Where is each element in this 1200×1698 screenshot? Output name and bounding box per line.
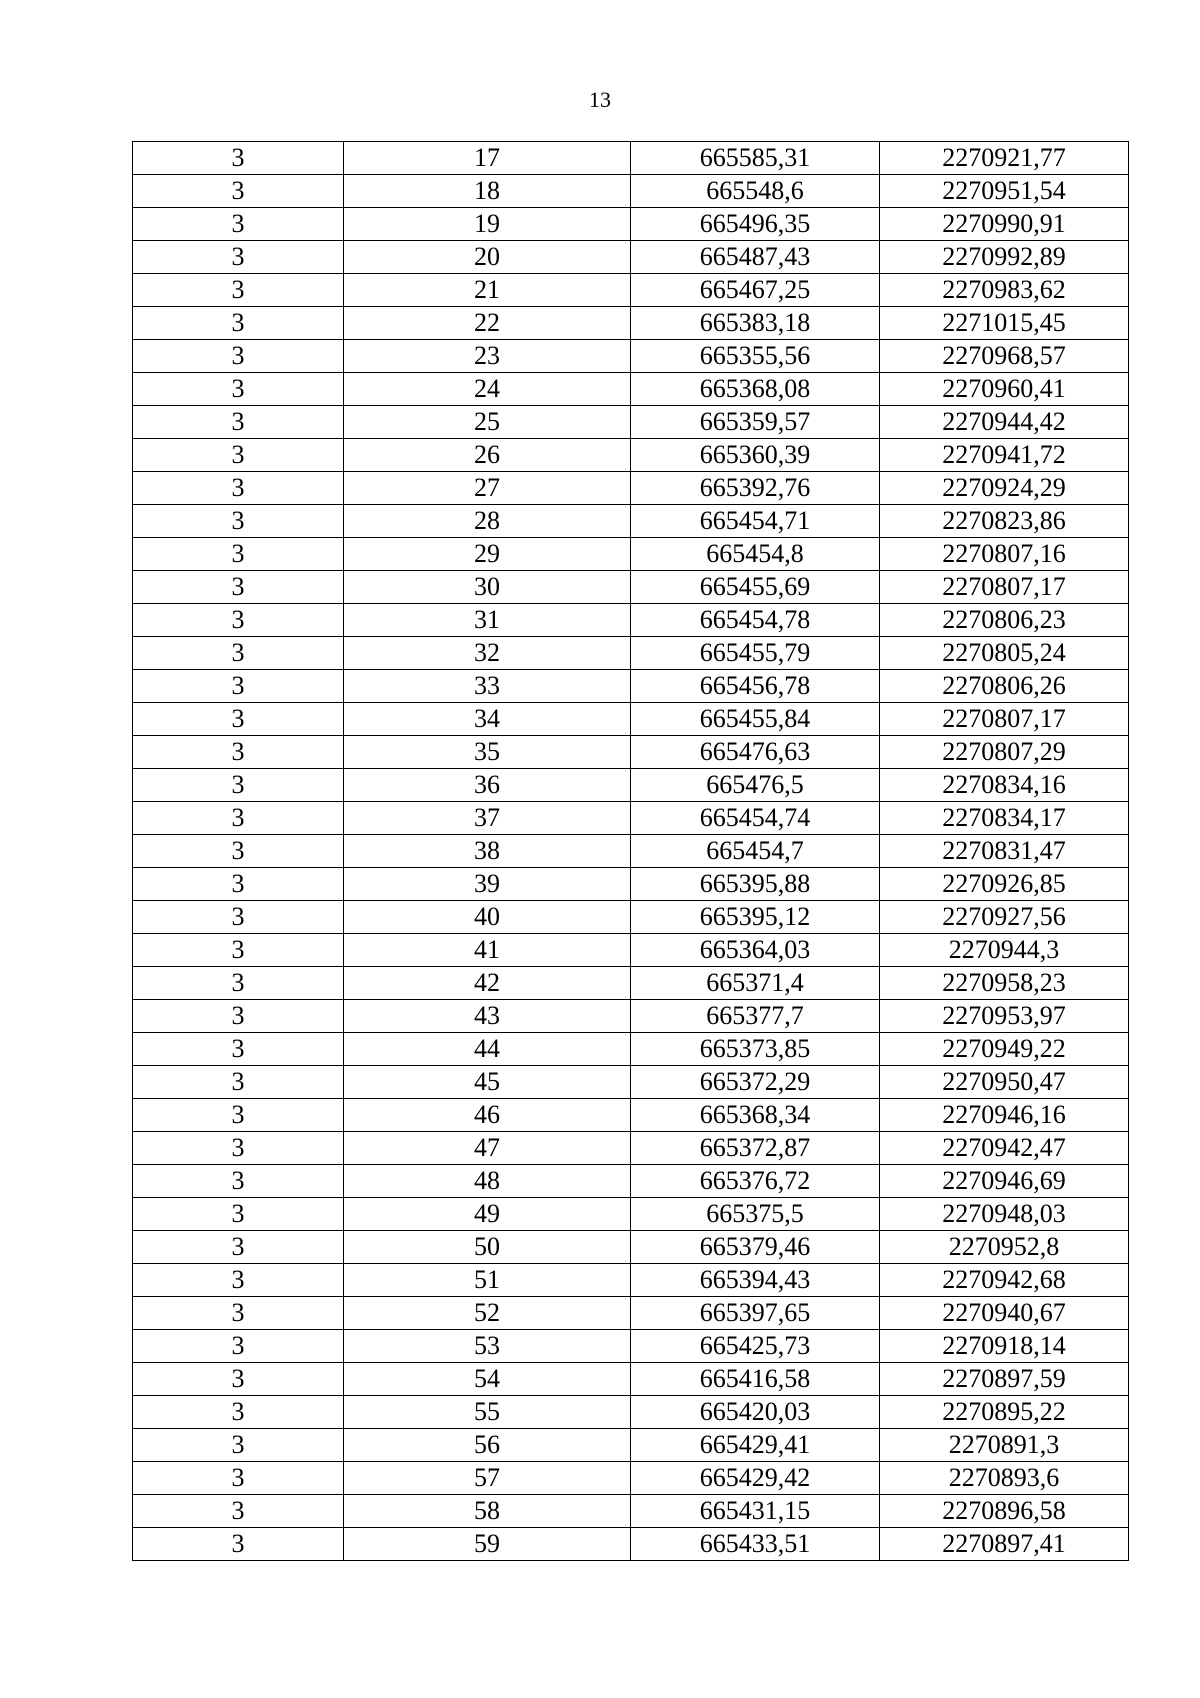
table-row	[133, 1363, 1129, 1396]
table-row	[133, 769, 1129, 802]
contour-number-cell: 3	[133, 1132, 344, 1165]
x-coordinate-cell: 665383,18	[631, 307, 880, 340]
contour-number-cell: 3	[133, 1000, 344, 1033]
y-coordinate-cell: 2270946,69	[880, 1165, 1129, 1198]
contour-number-cell: 3	[133, 439, 344, 472]
point-number-cell: 44	[344, 1033, 631, 1066]
contour-number-cell: 3	[133, 1396, 344, 1429]
point-number-cell: 21	[344, 274, 631, 307]
y-coordinate-cell: 2270950,47	[880, 1066, 1129, 1099]
contour-number-cell: 3	[133, 538, 344, 571]
contour-number-cell: 3	[133, 637, 344, 670]
table-row	[133, 1528, 1129, 1561]
table-row	[133, 703, 1129, 736]
table-row	[133, 868, 1129, 901]
point-number-cell: 19	[344, 208, 631, 241]
coordinates-table	[132, 141, 1129, 1561]
x-coordinate-cell: 665394,43	[631, 1264, 880, 1297]
x-coordinate-cell: 665392,76	[631, 472, 880, 505]
table-row	[133, 1066, 1129, 1099]
point-number-cell: 20	[344, 241, 631, 274]
y-coordinate-cell: 2270953,97	[880, 1000, 1129, 1033]
x-coordinate-cell: 665373,85	[631, 1033, 880, 1066]
table-row	[133, 1231, 1129, 1264]
contour-number-cell: 3	[133, 1495, 344, 1528]
contour-number-cell: 3	[133, 1462, 344, 1495]
table-row	[133, 1462, 1129, 1495]
point-number-cell: 50	[344, 1231, 631, 1264]
table-row	[133, 901, 1129, 934]
point-number-cell: 45	[344, 1066, 631, 1099]
point-number-cell: 42	[344, 967, 631, 1000]
point-number-cell: 56	[344, 1429, 631, 1462]
y-coordinate-cell: 2270891,3	[880, 1429, 1129, 1462]
x-coordinate-cell: 665454,78	[631, 604, 880, 637]
contour-number-cell: 3	[133, 241, 344, 274]
contour-number-cell: 3	[133, 340, 344, 373]
contour-number-cell: 3	[133, 1198, 344, 1231]
table-row	[133, 670, 1129, 703]
y-coordinate-cell: 2270968,57	[880, 340, 1129, 373]
x-coordinate-cell: 665455,79	[631, 637, 880, 670]
point-number-cell: 57	[344, 1462, 631, 1495]
x-coordinate-cell: 665372,87	[631, 1132, 880, 1165]
y-coordinate-cell: 2270990,91	[880, 208, 1129, 241]
x-coordinate-cell: 665420,03	[631, 1396, 880, 1429]
contour-number-cell: 3	[133, 934, 344, 967]
coordinates-table-body	[133, 142, 1129, 1561]
contour-number-cell: 3	[133, 604, 344, 637]
table-row	[133, 1429, 1129, 1462]
page-number: 13	[589, 87, 611, 112]
y-coordinate-cell: 2270960,41	[880, 373, 1129, 406]
contour-number-cell: 3	[133, 736, 344, 769]
x-coordinate-cell: 665395,12	[631, 901, 880, 934]
table-row	[133, 835, 1129, 868]
y-coordinate-cell: 2270806,26	[880, 670, 1129, 703]
point-number-cell: 46	[344, 1099, 631, 1132]
y-coordinate-cell: 2270897,59	[880, 1363, 1129, 1396]
contour-number-cell: 3	[133, 868, 344, 901]
point-number-cell: 23	[344, 340, 631, 373]
point-number-cell: 58	[344, 1495, 631, 1528]
table-row	[133, 538, 1129, 571]
y-coordinate-cell: 2270921,77	[880, 142, 1129, 175]
point-number-cell: 51	[344, 1264, 631, 1297]
table-row	[133, 1495, 1129, 1528]
table-row	[133, 274, 1129, 307]
table-row	[133, 1297, 1129, 1330]
table-row	[133, 472, 1129, 505]
contour-number-cell: 3	[133, 505, 344, 538]
x-coordinate-cell: 665379,46	[631, 1231, 880, 1264]
point-number-cell: 55	[344, 1396, 631, 1429]
point-number-cell: 17	[344, 142, 631, 175]
point-number-cell: 25	[344, 406, 631, 439]
x-coordinate-cell: 665456,78	[631, 670, 880, 703]
x-coordinate-cell: 665429,42	[631, 1462, 880, 1495]
y-coordinate-cell: 2270949,22	[880, 1033, 1129, 1066]
point-number-cell: 54	[344, 1363, 631, 1396]
point-number-cell: 41	[344, 934, 631, 967]
table-row	[133, 1165, 1129, 1198]
x-coordinate-cell: 665487,43	[631, 241, 880, 274]
contour-number-cell: 3	[133, 1330, 344, 1363]
point-number-cell: 32	[344, 637, 631, 670]
table-row	[133, 439, 1129, 472]
y-coordinate-cell: 2270927,56	[880, 901, 1129, 934]
table-row	[133, 142, 1129, 175]
point-number-cell: 49	[344, 1198, 631, 1231]
x-coordinate-cell: 665371,4	[631, 967, 880, 1000]
table-row	[133, 175, 1129, 208]
y-coordinate-cell: 2270918,14	[880, 1330, 1129, 1363]
x-coordinate-cell: 665355,56	[631, 340, 880, 373]
point-number-cell: 43	[344, 1000, 631, 1033]
contour-number-cell: 3	[133, 802, 344, 835]
contour-number-cell: 3	[133, 769, 344, 802]
y-coordinate-cell: 2270895,22	[880, 1396, 1129, 1429]
y-coordinate-cell: 2270807,16	[880, 538, 1129, 571]
x-coordinate-cell: 665496,35	[631, 208, 880, 241]
contour-number-cell: 3	[133, 1033, 344, 1066]
x-coordinate-cell: 665359,57	[631, 406, 880, 439]
point-number-cell: 35	[344, 736, 631, 769]
y-coordinate-cell: 2270806,23	[880, 604, 1129, 637]
point-number-cell: 37	[344, 802, 631, 835]
point-number-cell: 26	[344, 439, 631, 472]
table-row	[133, 934, 1129, 967]
contour-number-cell: 3	[133, 175, 344, 208]
point-number-cell: 30	[344, 571, 631, 604]
y-coordinate-cell: 2270942,68	[880, 1264, 1129, 1297]
x-coordinate-cell: 665360,39	[631, 439, 880, 472]
contour-number-cell: 3	[133, 1231, 344, 1264]
x-coordinate-cell: 665416,58	[631, 1363, 880, 1396]
y-coordinate-cell: 2270944,42	[880, 406, 1129, 439]
y-coordinate-cell: 2270951,54	[880, 175, 1129, 208]
table-row	[133, 340, 1129, 373]
contour-number-cell: 3	[133, 373, 344, 406]
contour-number-cell: 3	[133, 835, 344, 868]
y-coordinate-cell: 2270924,29	[880, 472, 1129, 505]
table-row	[133, 1330, 1129, 1363]
y-coordinate-cell: 2270896,58	[880, 1495, 1129, 1528]
contour-number-cell: 3	[133, 274, 344, 307]
y-coordinate-cell: 2270992,89	[880, 241, 1129, 274]
point-number-cell: 38	[344, 835, 631, 868]
y-coordinate-cell: 2270893,6	[880, 1462, 1129, 1495]
table-row	[133, 1000, 1129, 1033]
point-number-cell: 28	[344, 505, 631, 538]
table-row	[133, 406, 1129, 439]
x-coordinate-cell: 665476,5	[631, 769, 880, 802]
y-coordinate-cell: 2270807,17	[880, 571, 1129, 604]
table-row	[133, 1132, 1129, 1165]
y-coordinate-cell: 2270805,24	[880, 637, 1129, 670]
x-coordinate-cell: 665454,71	[631, 505, 880, 538]
x-coordinate-cell: 665431,15	[631, 1495, 880, 1528]
contour-number-cell: 3	[133, 967, 344, 1000]
table-row	[133, 637, 1129, 670]
point-number-cell: 39	[344, 868, 631, 901]
point-number-cell: 59	[344, 1528, 631, 1561]
contour-number-cell: 3	[133, 1297, 344, 1330]
point-number-cell: 18	[344, 175, 631, 208]
table-row	[133, 967, 1129, 1000]
table-row	[133, 505, 1129, 538]
contour-number-cell: 3	[133, 472, 344, 505]
x-coordinate-cell: 665429,41	[631, 1429, 880, 1462]
point-number-cell: 47	[344, 1132, 631, 1165]
point-number-cell: 36	[344, 769, 631, 802]
x-coordinate-cell: 665454,8	[631, 538, 880, 571]
contour-number-cell: 3	[133, 1099, 344, 1132]
contour-number-cell: 3	[133, 571, 344, 604]
contour-number-cell: 3	[133, 1528, 344, 1561]
table-row	[133, 208, 1129, 241]
point-number-cell: 31	[344, 604, 631, 637]
contour-number-cell: 3	[133, 406, 344, 439]
y-coordinate-cell: 2270942,47	[880, 1132, 1129, 1165]
y-coordinate-cell: 2271015,45	[880, 307, 1129, 340]
x-coordinate-cell: 665585,31	[631, 142, 880, 175]
table-row	[133, 1198, 1129, 1231]
x-coordinate-cell: 665377,7	[631, 1000, 880, 1033]
contour-number-cell: 3	[133, 1363, 344, 1396]
point-number-cell: 53	[344, 1330, 631, 1363]
x-coordinate-cell: 665454,7	[631, 835, 880, 868]
contour-number-cell: 3	[133, 1165, 344, 1198]
y-coordinate-cell: 2270834,16	[880, 769, 1129, 802]
x-coordinate-cell: 665397,65	[631, 1297, 880, 1330]
x-coordinate-cell: 665476,63	[631, 736, 880, 769]
table-row	[133, 571, 1129, 604]
y-coordinate-cell: 2270946,16	[880, 1099, 1129, 1132]
table-row	[133, 1264, 1129, 1297]
y-coordinate-cell: 2270807,17	[880, 703, 1129, 736]
contour-number-cell: 3	[133, 1429, 344, 1462]
table-row	[133, 241, 1129, 274]
contour-number-cell: 3	[133, 1264, 344, 1297]
table-row	[133, 604, 1129, 637]
x-coordinate-cell: 665455,69	[631, 571, 880, 604]
y-coordinate-cell: 2270940,67	[880, 1297, 1129, 1330]
y-coordinate-cell: 2270948,03	[880, 1198, 1129, 1231]
x-coordinate-cell: 665548,6	[631, 175, 880, 208]
x-coordinate-cell: 665455,84	[631, 703, 880, 736]
y-coordinate-cell: 2270941,72	[880, 439, 1129, 472]
point-number-cell: 27	[344, 472, 631, 505]
x-coordinate-cell: 665368,34	[631, 1099, 880, 1132]
y-coordinate-cell: 2270834,17	[880, 802, 1129, 835]
contour-number-cell: 3	[133, 307, 344, 340]
y-coordinate-cell: 2270952,8	[880, 1231, 1129, 1264]
table-row	[133, 1033, 1129, 1066]
point-number-cell: 48	[344, 1165, 631, 1198]
point-number-cell: 24	[344, 373, 631, 406]
y-coordinate-cell: 2270831,47	[880, 835, 1129, 868]
x-coordinate-cell: 665372,29	[631, 1066, 880, 1099]
x-coordinate-cell: 665433,51	[631, 1528, 880, 1561]
table-row	[133, 373, 1129, 406]
point-number-cell: 33	[344, 670, 631, 703]
y-coordinate-cell: 2270897,41	[880, 1528, 1129, 1561]
point-number-cell: 52	[344, 1297, 631, 1330]
x-coordinate-cell: 665364,03	[631, 934, 880, 967]
y-coordinate-cell: 2270958,23	[880, 967, 1129, 1000]
y-coordinate-cell: 2270807,29	[880, 736, 1129, 769]
x-coordinate-cell: 665425,73	[631, 1330, 880, 1363]
x-coordinate-cell: 665467,25	[631, 274, 880, 307]
y-coordinate-cell: 2270983,62	[880, 274, 1129, 307]
contour-number-cell: 3	[133, 208, 344, 241]
y-coordinate-cell: 2270944,3	[880, 934, 1129, 967]
y-coordinate-cell: 2270823,86	[880, 505, 1129, 538]
point-number-cell: 29	[344, 538, 631, 571]
point-number-cell: 22	[344, 307, 631, 340]
x-coordinate-cell: 665375,5	[631, 1198, 880, 1231]
contour-number-cell: 3	[133, 670, 344, 703]
table-row	[133, 1099, 1129, 1132]
contour-number-cell: 3	[133, 142, 344, 175]
point-number-cell: 34	[344, 703, 631, 736]
x-coordinate-cell: 665454,74	[631, 802, 880, 835]
point-number-cell: 40	[344, 901, 631, 934]
table-row	[133, 307, 1129, 340]
x-coordinate-cell: 665376,72	[631, 1165, 880, 1198]
table-row	[133, 802, 1129, 835]
contour-number-cell: 3	[133, 1066, 344, 1099]
y-coordinate-cell: 2270926,85	[880, 868, 1129, 901]
x-coordinate-cell: 665395,88	[631, 868, 880, 901]
table-row	[133, 736, 1129, 769]
x-coordinate-cell: 665368,08	[631, 373, 880, 406]
contour-number-cell: 3	[133, 901, 344, 934]
contour-number-cell: 3	[133, 703, 344, 736]
table-row	[133, 1396, 1129, 1429]
